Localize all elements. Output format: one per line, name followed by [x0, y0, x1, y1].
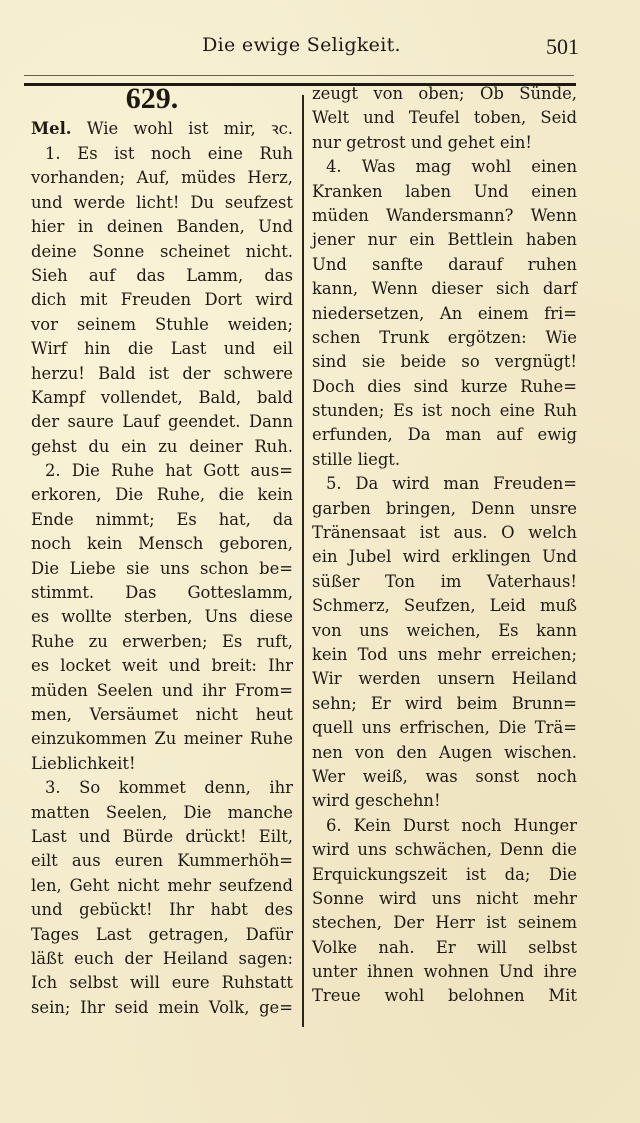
text-line: Wirf hin die Last und eil	[31, 339, 293, 359]
text-line: und werde licht! Du seufzest	[31, 192, 293, 212]
text-line: vorhanden; Auf, müdes Herz,	[31, 168, 293, 188]
text-line: eilt aus euren Kummerhöh=	[31, 851, 293, 871]
right-column	[312, 82, 577, 1009]
text-line: einzukommen Zu meiner Ruhe	[31, 729, 293, 749]
text-line: es locket weit und breit: Ihr	[31, 656, 293, 676]
text-line: Sieh auf das Lamm, das	[31, 265, 293, 285]
text-line: Die Liebe sie uns schon be=	[31, 558, 293, 578]
text-line: Tränensaat ist aus. O welch	[312, 523, 577, 543]
text-line: 1. Es ist noch eine Ruh	[45, 144, 293, 163]
text-line: Sonne wird uns nicht mehr	[312, 888, 577, 908]
hymn-number: 629.	[125, 82, 179, 115]
text-line: Schmerz, Seufzen, Leid muß	[312, 596, 577, 616]
text-line: sehn; Er wird beim Brunn=	[312, 693, 577, 713]
left-column	[31, 82, 293, 1020]
text-line: hier in deinen Banden, Und	[31, 217, 293, 237]
text-line: vor seinem Stuhle weiden;	[31, 314, 293, 334]
text-line: garben bringen, Denn unsre	[312, 498, 577, 518]
text-line: Last und Bürde drückt! Eilt,	[31, 826, 293, 846]
text-line: läßt euch der Heiland sagen:	[31, 948, 293, 968]
text-line: gehst du ein zu deiner Ruh.	[31, 436, 293, 456]
text-line: nen von den Augen wischen.	[312, 742, 577, 762]
text-line: Treue wohl belohnen Mit	[312, 986, 577, 1006]
text-line: der saure Lauf geendet. Dann	[31, 412, 293, 432]
text-line: erfunden, Da man auf ewig	[312, 425, 577, 445]
text-line: stille liegt.	[312, 449, 401, 469]
text-line: quell uns erfrischen, Die Trä=	[312, 718, 577, 738]
text-line: Volke nah. Er will selbst	[312, 937, 577, 957]
text-line: unter ihnen wohnen Und ihre	[312, 962, 577, 982]
text-line: kann, Wenn dieser sich darf	[312, 279, 577, 299]
text-line: Wer weiß, was sonst noch	[312, 766, 577, 786]
text-line: Doch dies sind kurze Ruhe=	[312, 376, 577, 396]
text-line: Ruhe zu erwerben; Es ruft,	[31, 631, 293, 651]
text-line: 4. Was mag wohl einen	[326, 157, 577, 177]
text-line: ein Jubel wird erklingen Und	[312, 547, 577, 567]
column-divider	[302, 95, 304, 1027]
text-line: süßer Ton im Vaterhaus!	[312, 571, 577, 591]
text-line: Ich selbst will eure Ruhstatt	[31, 973, 293, 993]
text-line: Welt und Teufel toben, Seid	[312, 108, 577, 128]
text-line: wird uns schwächen, Denn die	[312, 840, 577, 860]
text-line: zeugt von oben; Ob Sünde,	[312, 84, 577, 103]
text-line: Tages Last getragen, Dafür	[31, 924, 293, 944]
text-line: men, Versäumet nicht heut	[31, 704, 293, 724]
page-number: 501	[546, 34, 579, 59]
text-line: 5. Da wird man Freuden=	[326, 474, 577, 494]
text-line: niedersetzen, An einem fri=	[312, 303, 577, 323]
text-line: erkoren, Die Ruhe, die kein	[31, 485, 293, 505]
text-line: wird geschehn!	[312, 791, 441, 811]
text-line: matten Seelen, Die manche	[31, 802, 293, 822]
text-line: sein; Ihr seid mein Volk, ge=	[31, 997, 293, 1017]
text-line: dich mit Freuden Dort wird	[31, 290, 293, 310]
text-line: und gebückt! Ihr habt des	[31, 900, 293, 920]
text-line: 6. Kein Durst noch Hunger	[326, 815, 577, 835]
text-line: es wollte sterben, Uns diese	[31, 607, 293, 627]
text-line: stunden; Es ist noch eine Ruh	[312, 401, 577, 421]
melody-line	[31, 116, 293, 142]
text-line: len, Geht nicht mehr seufzend	[31, 875, 293, 895]
text-line: Lieblichkeit!	[31, 753, 136, 773]
text-line: Ende nimmt; Es hat, da	[31, 509, 293, 529]
text-line: Kranken laben Und einen	[312, 181, 577, 201]
text-line: sind sie beide so vergnügt!	[312, 352, 577, 372]
text-line: jener nur ein Bettlein haben	[312, 230, 577, 250]
text-line: noch kein Mensch geboren,	[31, 534, 293, 554]
text-line: von uns weichen, Es kann	[312, 620, 577, 640]
text-line: nur getrost und gehet ein!	[312, 132, 532, 152]
text-line: stechen, Der Herr ist seinem	[312, 913, 577, 933]
text-line: müden Wandersmann? Wenn	[312, 205, 577, 225]
text-line: deine Sonne scheinet nicht.	[31, 241, 293, 261]
text-line: herzu! Bald ist der schwere	[31, 363, 293, 383]
running-title: Die ewige Seligkeit.	[202, 34, 401, 56]
text-line: Und sanfte darauf ruhen	[312, 254, 577, 274]
text-line: schen Trunk ergötzen: Wie	[312, 327, 577, 347]
header-rule-thin	[24, 75, 574, 76]
melody-text: Wie wohl ist mir, ꝛc.	[86, 119, 293, 138]
text-line: Kampf vollendet, Bald, bald	[31, 387, 293, 407]
melody-label: Mel.	[31, 119, 72, 138]
text-line: Erquickungszeit ist da; Die	[312, 864, 577, 884]
running-head	[24, 28, 579, 62]
text-line: 2. Die Ruhe hat Gott aus=	[45, 461, 293, 481]
text-line: stimmt. Das Gotteslamm,	[31, 583, 293, 603]
text-line: kein Tod uns mehr erreichen;	[312, 644, 577, 664]
text-line: Wir werden unsern Heiland	[312, 669, 577, 689]
text-line: 3. So kommet denn, ihr	[45, 778, 293, 798]
text-line: müden Seelen und ihr From=	[31, 680, 293, 700]
